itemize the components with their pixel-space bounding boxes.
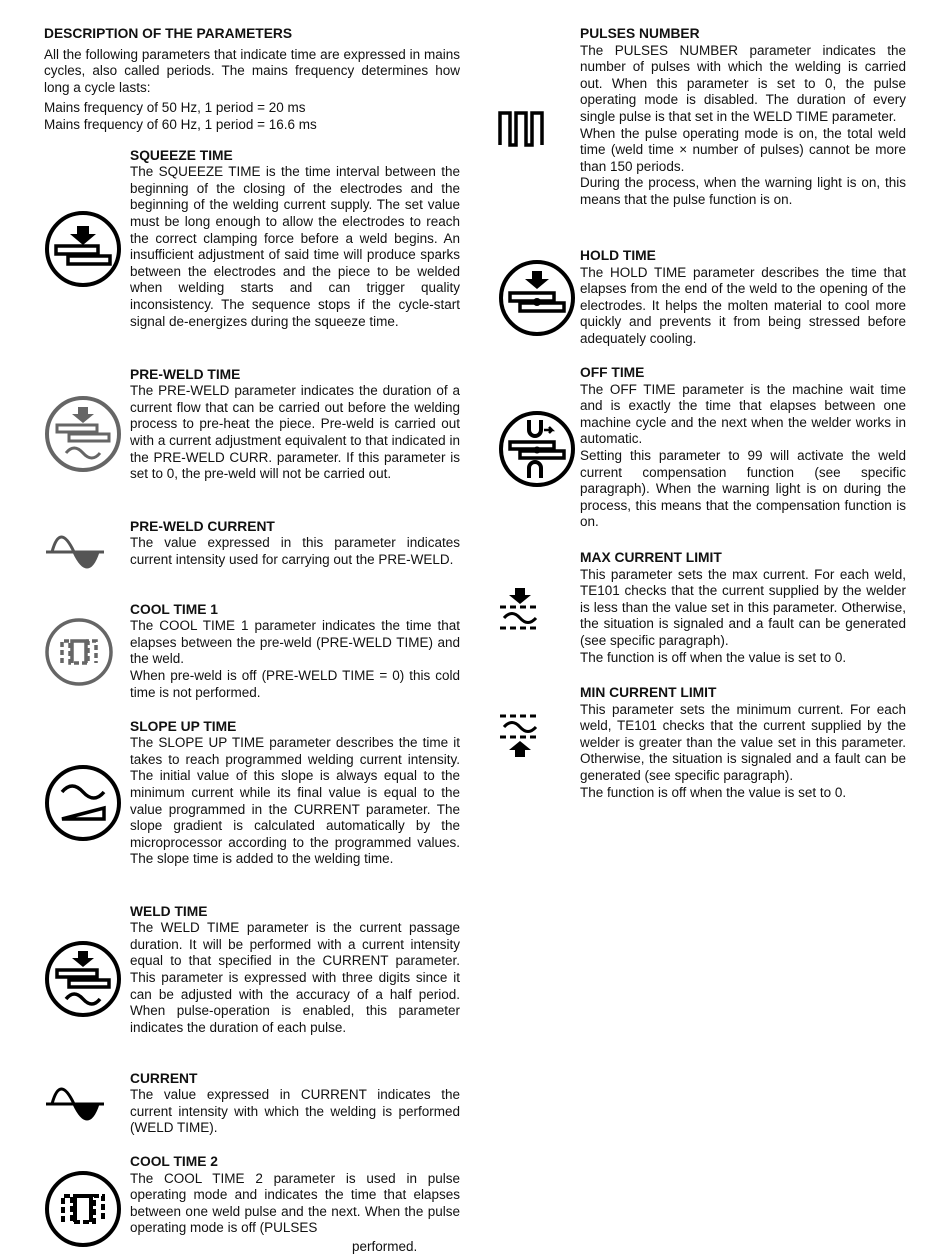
- intro-line-60hz: Mains frequency of 60 Hz, 1 period = 16.6 ms: [44, 116, 317, 132]
- section-text: The SQUEEZE TIME is the time interval between the beginning of the closing of the electrodes and the beginning of the welding current supply. The set value must be long enough to allow the electrodes to reach the correct clamping force before a weld begins. An insufficient adjustment of said time will produce sparks between the electrodes and the piece to be welded when welding starts and can trigger quality inconsistency. The sequence stops if the cycle-start signal de-energizes during the squeeze time.: [130, 164, 460, 329]
- section-weld-time: [44, 904, 460, 1054]
- section-text: The value expressed in this parameter indicates current intensity used for carrying out the PRE-WELD.: [130, 535, 460, 567]
- section-title: COOL TIME 2: [130, 1153, 218, 1169]
- section-text: The HOLD TIME parameter describes the time that elapses from the end of the weld to the opening of the electrodes. It helps the molten material to cool more quickly and prevents it from being stressed before adequately cooling.: [580, 264, 906, 346]
- section-squeeze-time: [44, 148, 460, 350]
- section-text: This parameter sets the minimum current. For each weld, TE101 checks that the current supplied by the welder is greater than the value set in this parameter. Otherwise, the situation is signaled and a fault can be generated (see specific paragraph).: [580, 701, 906, 783]
- cool-time-2-icon: [44, 1170, 122, 1248]
- section-text: The PRE-WELD parameter indicates the duration of a current flow that can be carried out before the welding process to pre-heat the piece. Pre-weld is carried out with a current adjustment equivalent to that indicated in the PRE-WELD CURR. parameter. If this parameter is set to 0, the pre-weld will not be carried out.: [130, 383, 460, 482]
- hold-time-icon: [498, 259, 576, 337]
- section-text: The function is off when the value is set to 0.: [580, 784, 847, 800]
- section-slope-up-time: [44, 719, 460, 887]
- pulses-number-icon: [498, 109, 544, 149]
- section-text: The WELD TIME parameter is the current passage duration. It will be performed with a current intensity equal to that specified in the CURRENT parameter. This parameter is expressed with three digits since it can be adjusted with the accuracy of a half period. When pulse-operation is enabled, this parameter indicates the duration of each pulse.: [130, 920, 460, 1035]
- squeeze-time-icon: [44, 210, 122, 288]
- section-title: PRE-WELD CURRENT: [130, 518, 275, 534]
- intro-block: [44, 26, 460, 134]
- section-title: MAX CURRENT LIMIT: [580, 550, 722, 565]
- intro-text: All the following parameters that indicate time are expressed in mains cycles, also called periods. The mains frequency determines how long a cycle lasts:: [44, 46, 460, 95]
- section-text: The PULSES NUMBER parameter indicates the number of pulses with which the welding is carried out. When this parameter is set to 0, the pulse operating mode is disabled. The duration of every single pulse is that set in the WELD TIME parameter.: [580, 42, 906, 124]
- off-time-icon: [498, 410, 576, 488]
- section-text: The OFF TIME parameter is the machine wait time and is exactly the time that elapses between one machine cycle and the next when the welder works in automatic.: [580, 381, 906, 447]
- section-pulses-number: [498, 26, 906, 231]
- left-column: [44, 26, 460, 1234]
- section-text: The SLOPE UP TIME parameter describes the time it takes to reach programmed welding current intensity. The initial value of this slope is always equal to the minimum current while its final value is equal to the value programmed in the CURRENT parameter. The slope gradient is calculated automatically by the microprocessor according to the programmed values. The slope time is added to the welding time.: [130, 735, 460, 867]
- section-title: OFF TIME: [580, 365, 645, 380]
- section-title: COOL TIME 1: [130, 601, 218, 617]
- intro-line-50hz: Mains frequency of 50 Hz, 1 period = 20 ms: [44, 100, 306, 116]
- pre-weld-current-icon: [44, 524, 106, 580]
- section-title: MIN CURRENT LIMIT: [580, 685, 717, 700]
- section-title: SLOPE UP TIME: [130, 718, 237, 734]
- section-hold-time: [498, 248, 906, 348]
- section-min-current-limit: [498, 685, 906, 801]
- right-column: [498, 26, 906, 801]
- section-title: HOLD TIME: [580, 248, 656, 263]
- section-text: When the pulse operating mode is on, the total weld time (weld time × number of pulses) cannot be more than 150 periods.: [580, 125, 906, 174]
- section-pre-weld-time: [44, 367, 460, 502]
- section-title: PULSES NUMBER: [580, 26, 700, 41]
- section-title: PRE-WELD TIME: [130, 366, 241, 382]
- cool-time-1-icon: [44, 617, 114, 687]
- section-text: The COOL TIME 2 parameter is used in pulse operating mode and indicates the time that elapses between one weld pulse and the next. When the pulse operating mode is off (PULSES: [130, 1170, 460, 1236]
- section-title: CURRENT: [130, 1070, 198, 1086]
- pre-weld-time-icon: [44, 395, 122, 473]
- section-text: During the process, when the warning light is on, this means that the pulse function is on.: [580, 175, 906, 207]
- section-max-current-limit: [498, 550, 906, 668]
- max-current-limit-icon: [498, 586, 542, 632]
- section-text: The COOL TIME 1 parameter indicates the time that elapses between the pre-weld (PRE-WELD TIME) and the weld.: [130, 618, 460, 667]
- section-text: Setting this parameter to 99 will activate the weld current compensation function (see specific paragraph). When the warning light is on during the process, this means that the compensation function is on.: [580, 447, 906, 530]
- weld-time-icon: [44, 940, 122, 1018]
- current-icon: [44, 1076, 106, 1132]
- section-title: WELD TIME: [130, 903, 208, 919]
- slope-up-time-icon: [44, 764, 122, 842]
- intro-title: DESCRIPTION OF THE PARAMETERS: [44, 26, 293, 41]
- section-text: When pre-weld is off (PRE-WELD TIME = 0) this cold time is not performed.: [130, 667, 460, 700]
- section-current: [44, 1071, 460, 1137]
- section-title: SQUEEZE TIME: [130, 147, 233, 163]
- section-off-time: [498, 365, 906, 533]
- section-text: The function is off when the value is set to 0.: [580, 649, 847, 665]
- section-text: This parameter sets the max current. For each weld, TE101 checks that the current supplied by the welder is less than the value set in this parameter. Otherwise, the situation is signaled and a fault can be generated (see specific paragraph).: [580, 566, 906, 648]
- section-text: The value expressed in CURRENT indicates the current intensity with which the welding is performed (WELD TIME).: [130, 1087, 460, 1136]
- section-cool-time-1: [44, 602, 460, 702]
- footer-fragment: performed.: [352, 1239, 418, 1254]
- section-pre-weld-current: [44, 519, 460, 585]
- min-current-limit-icon: [498, 713, 542, 759]
- section-cool-time-2: [44, 1154, 460, 1234]
